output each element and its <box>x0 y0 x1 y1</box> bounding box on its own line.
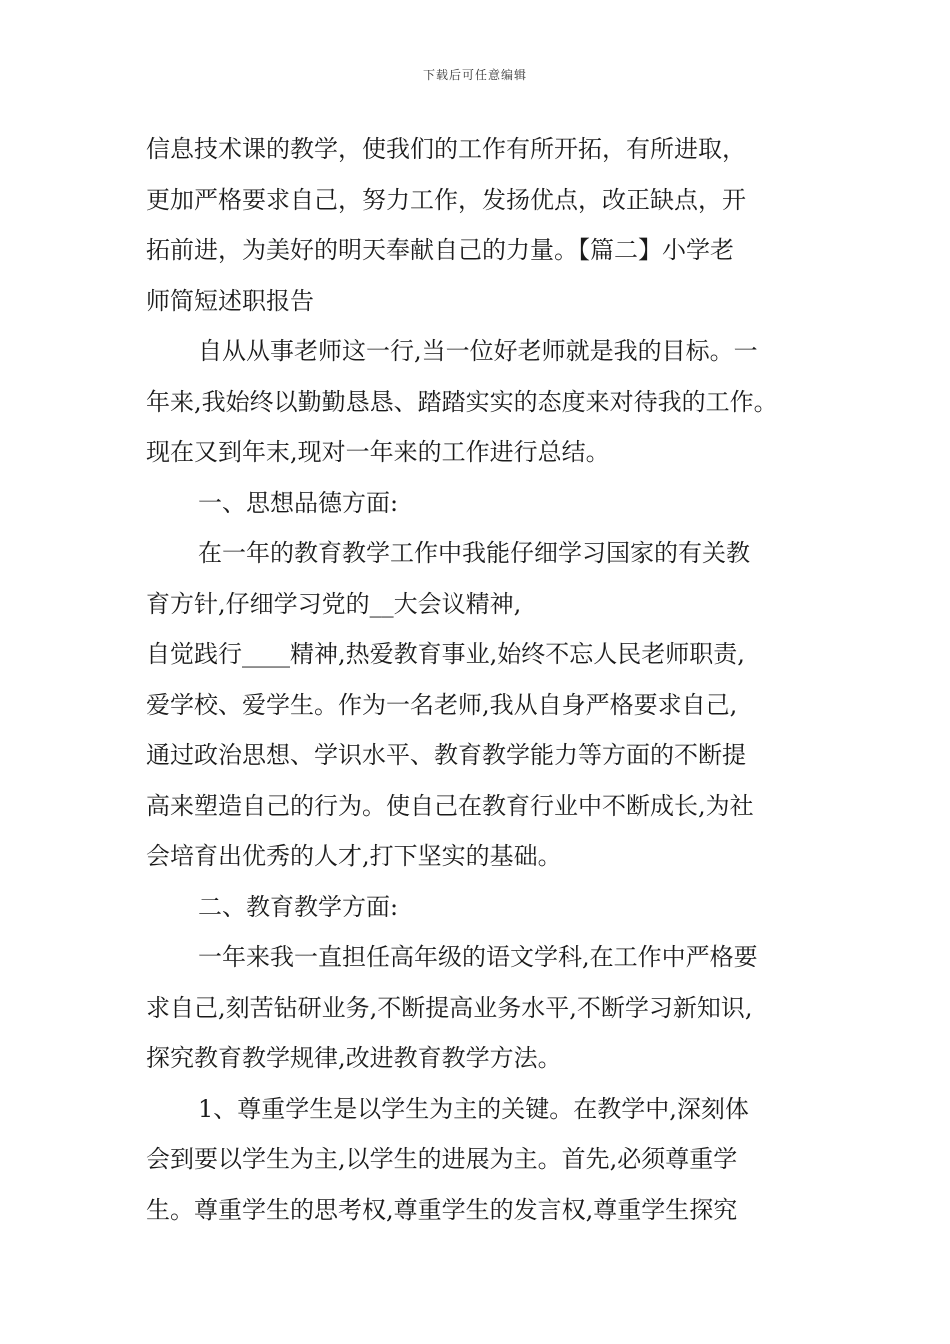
text-line: 信息技术课的教学，使我们的工作有所开拓，有所进取， <box>146 135 746 163</box>
text-line: 会到要以学生为主,以学生的进展为主。首先,必须尊重学 <box>146 1145 738 1173</box>
text-line: 现在又到年末,现对一年来的工作进行总结。 <box>146 438 610 466</box>
text-line: 通过政治思想、学识水平、教育教学能力等方面的不断提 <box>146 741 746 769</box>
text-line: 高来塑造自己的行为。使自己在教育行业中不断成长,为社 <box>146 791 754 820</box>
header-note: 下载后可任意编辑 <box>422 68 527 82</box>
text-line: 会培育出优秀的人才,打下坚实的基础。 <box>146 842 562 870</box>
text-line: 年来,我始终以勤勤恳恳、踏踏实实的态度来对待我的工作。 <box>146 387 778 416</box>
text-line: 拓前进，为美好的明天奉献自己的力量。【篇二】小学老 <box>146 236 734 264</box>
text-line: 育方针,仔细学习党的__大会议精神, <box>146 589 522 618</box>
text-line: 生。尊重学生的思考权,尊重学生的发言权,尊重学生探究 <box>146 1195 738 1224</box>
body-text <box>146 124 818 1235</box>
paragraph-start-line: 一年来我一直担任高年级的语文学科,在工作中严格要 <box>198 943 758 971</box>
paragraph-start-line: 1、尊重学生是以学生为主的关键。在教学中,深刻体 <box>198 1094 749 1123</box>
paragraph-start-line: 在一年的教育教学工作中我能仔细学习国家的有关教 <box>198 539 750 567</box>
text-line: 求自己,刻苦钻研业务,不断提高业务水平,不断学习新知识, <box>146 993 753 1022</box>
section-heading: 一、思想品德方面: <box>198 488 399 517</box>
text-line: 探究教育教学规律,改进教育教学方法。 <box>146 1044 562 1072</box>
text-line: 自觉践行____精神,热爱教育事业,始终不忘人民老师职责, <box>146 640 745 668</box>
text-line: 师简短述职报告 <box>146 286 314 315</box>
section-heading: 二、教育教学方面: <box>198 892 399 921</box>
text-line: 爱学校、爱学生。作为一名老师,我从自身严格要求自己, <box>146 690 738 719</box>
text-line: 更加严格要求自己，努力工作，发扬优点，改正缺点，开 <box>146 185 746 214</box>
paragraph-start-line: 自从从事老师这一行,当一位好老师就是我的目标。一 <box>198 337 758 365</box>
